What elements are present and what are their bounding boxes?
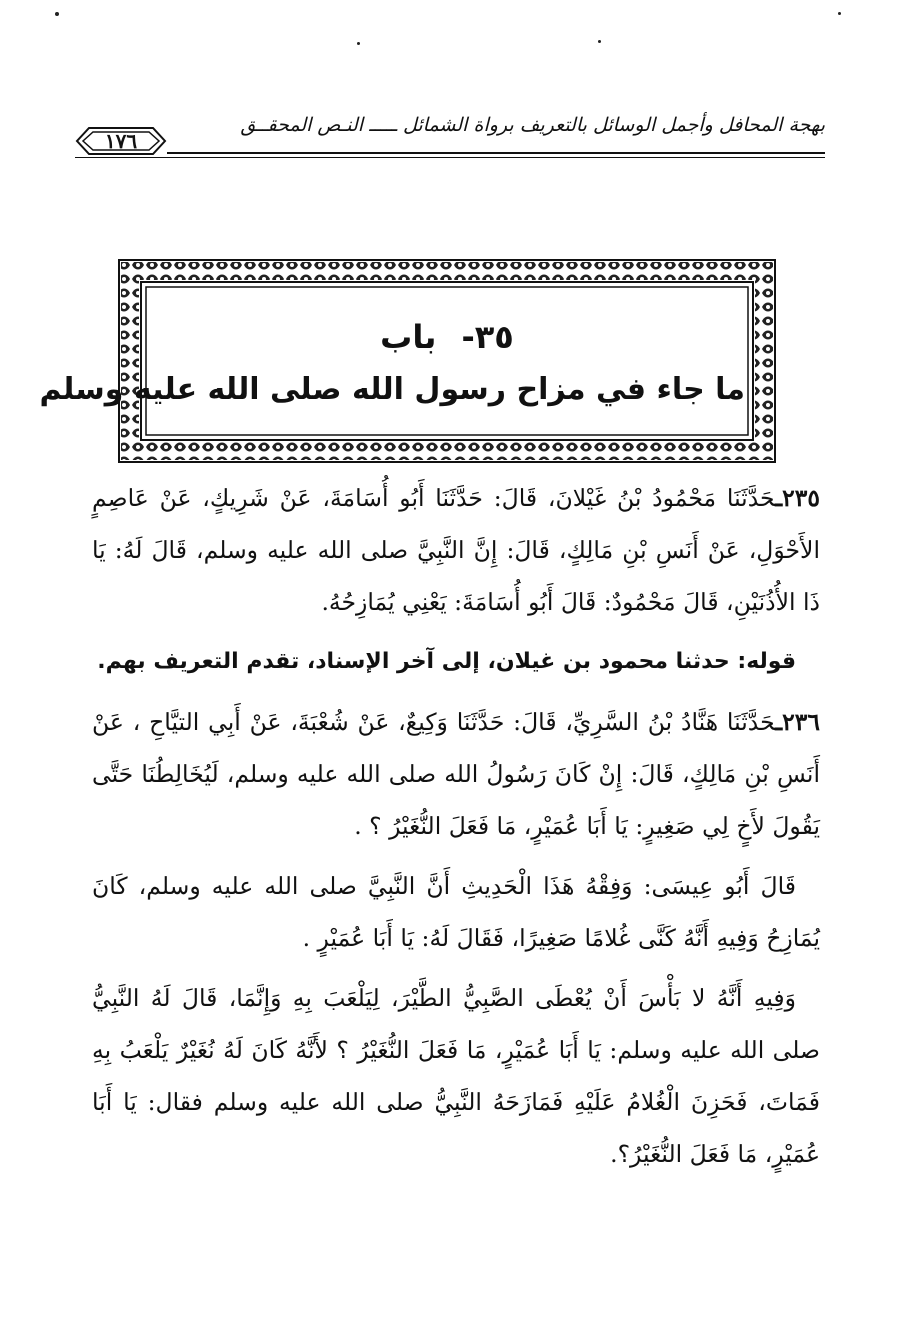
- body-text: [92, 472, 820, 1188]
- chapter-inner: [39, 280, 745, 442]
- chapter-heading: [149, 318, 745, 356]
- paragraph-text: حَدَّثَنَا هَنَّادُ بْنُ السَّرِيِّ، قَالَ: حَدَّثَنَا وَكِيعٌ، عَنْ شُعْبَةَ، عَنْ أَبِي التيَّاحِ ، عَنْ أَنَسِ بْنِ مَالِكٍ، قَالَ: إِنْ كَانَ رَسُولُ الله صلى الله عليه وسلم، لَيُخَالِطُنَا حَتَّى يَقُولَ لأَخٍ لِي صَغِيرٍ: يَا أَبَا عُمَيْرٍ، مَا فَعَلَ النُّغَيْرُ ؟ .: [92, 708, 820, 840]
- chapter-number: ٣٥-: [461, 318, 514, 356]
- page-number: ١٧٦: [104, 129, 138, 153]
- running-header: [75, 112, 825, 162]
- commentary-paragraph: [92, 972, 820, 1180]
- paragraph-text: قوله: حدثنا محمود بن غيلان، إلى آخر الإسناد، تقدم التعريف بهم.: [97, 649, 796, 674]
- hadith-number: ٢٣٦ـ: [775, 708, 820, 736]
- commentary-paragraph: [92, 636, 820, 688]
- scan-speck: [838, 12, 841, 15]
- scan-speck: [357, 42, 360, 45]
- header-rule: [75, 152, 825, 158]
- hadith-paragraph: [92, 696, 820, 852]
- scan-speck: [598, 40, 601, 43]
- chapter-title: ما جاء في مزاح رسول الله صلى الله عليه وسلم: [39, 372, 745, 407]
- paragraph-text: حَدَّثَنَا مَحْمُودُ بْنُ غَيْلانَ، قَالَ: حَدَّثَنَا أَبُو أُسَامَةَ، عَنْ شَرِيكٍ، عَنْ عَاصِمٍ الأَحْوَلِ، عَنْ أَنَسِ بْنِ مَالِكٍ، قَالَ: إِنَّ النَّبِيَّ صلى الله عليه وسلم، قَالَ لَهُ: يَا ذَا الأُذُنَيْنِ، قَالَ مَحْمُودٌ: قَالَ أَبُو أُسَامَةَ: يَعْنِي يُمَازِحُهُ.: [92, 484, 820, 616]
- chapter-frame: [39, 258, 777, 464]
- page-number-box: [75, 126, 167, 156]
- paragraph-text: وَفِيهِ أَنَّهُ لا بَأْسَ أَنْ يُعْطَى الصَّبِيُّ الطَّيْرَ، لِيَلْعَبَ بِهِ وَإِنَّمَا، قَالَ لَهُ النَّبِيُّ صلى الله عليه وسلم: يَا أَبَا عُمَيْرٍ، مَا فَعَلَ النُّغَيْرُ ؟ لأَنَّهُ كَانَ لَهُ نُغَيْرٌ يَلْعَبُ بِهِ فَمَاتَ، فَحَزِنَ الْغُلامُ عَلَيْهِ فَمَازَحَهُ النَّبِيُّ صلى الله عليه وسلم فقال: يَا أَبَا عُمَيْرٍ، مَا فَعَلَ النُّغَيْرُ؟.: [92, 984, 820, 1168]
- scan-speck: [55, 12, 59, 16]
- commentary-paragraph: [92, 860, 820, 964]
- chapter-label: باب: [380, 318, 437, 356]
- hadith-number: ٢٣٥ـ: [775, 484, 820, 512]
- hadith-paragraph: [92, 472, 820, 628]
- running-title: بهجة المحافل وأجمل الوسائل بالتعريف برواة الشمائل ـــــ النـص المحقــق: [240, 114, 825, 136]
- paragraph-text: قَالَ أَبُو عِيسَى: وَفِقْهُ هَذَا الْحَدِيثِ أَنَّ النَّبِيَّ صلى الله عليه وسلم، كَانَ يُمَازِحُ وَفِيهِ أَنَّهُ كَنَّى غُلامًا صَغِيرًا، فَقَالَ لَهُ: يَا أَبَا عُمَيْرٍ .: [92, 872, 820, 952]
